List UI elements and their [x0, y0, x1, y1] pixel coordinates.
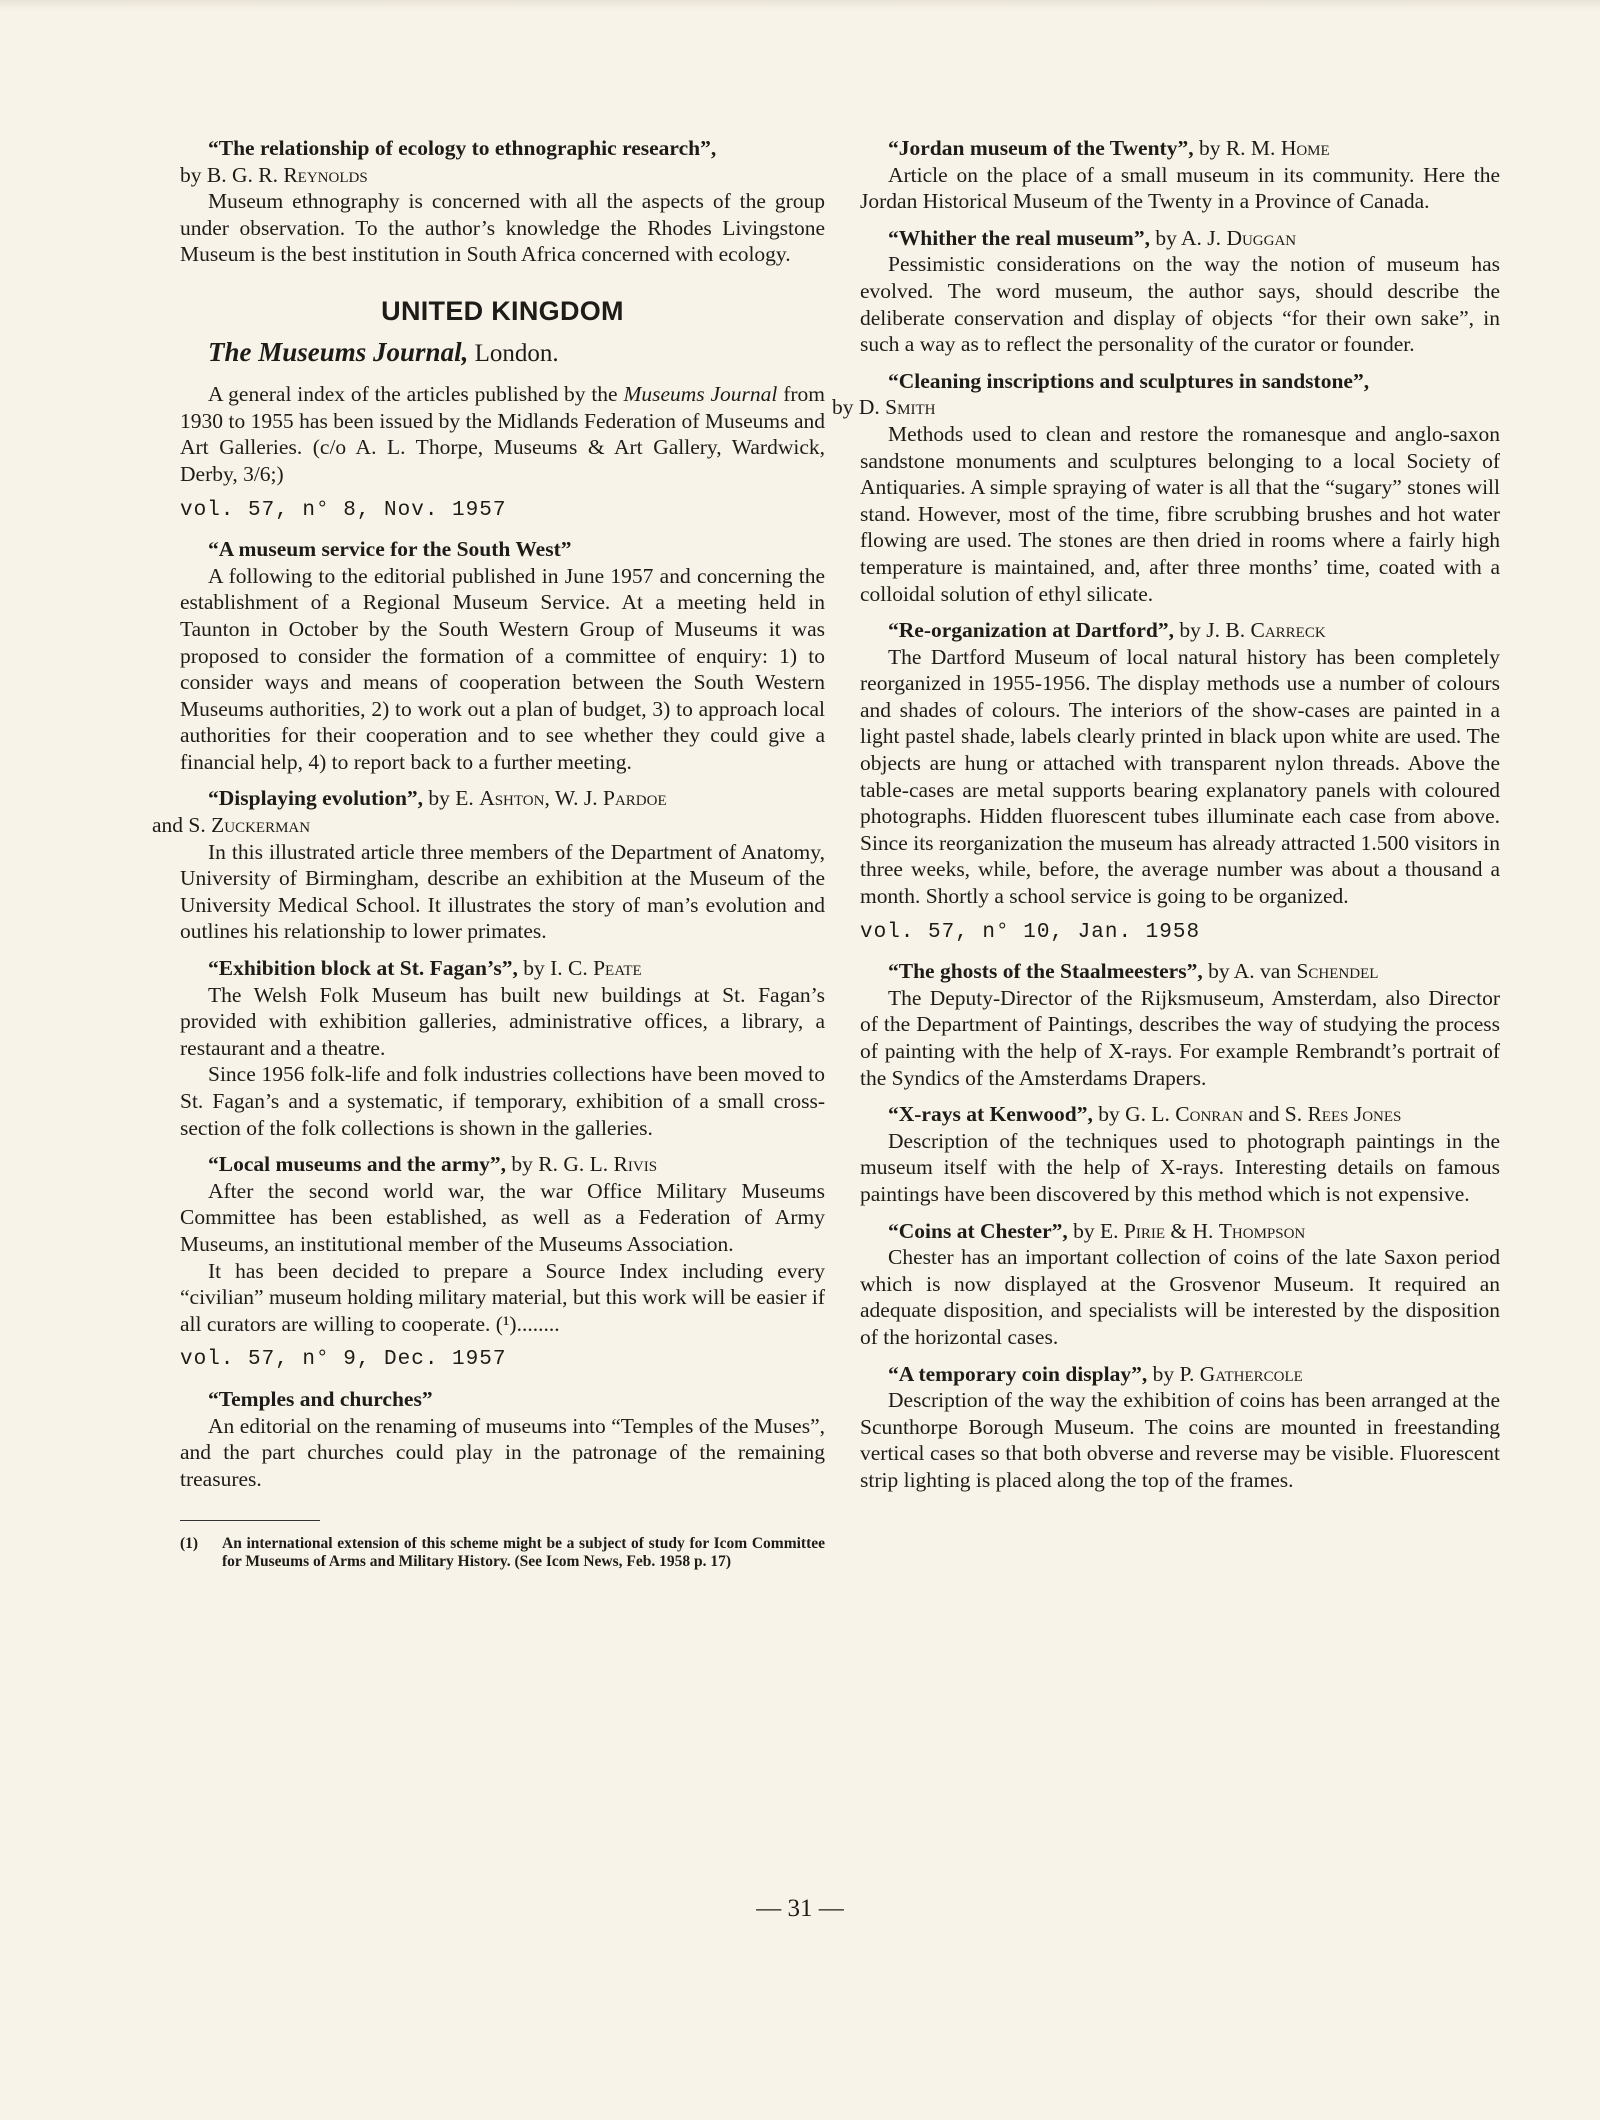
journal-place: London. [468, 339, 559, 367]
article-st-fagans [180, 955, 825, 1141]
article-title: “A temporary coin display”, [888, 1361, 1148, 1386]
byline-text: by R. G. L. [506, 1152, 614, 1177]
author-name: Peate [593, 956, 642, 981]
article-heading [180, 1151, 825, 1178]
article-evolution [152, 785, 825, 945]
article-ghosts [860, 958, 1500, 1091]
article-south-west [180, 536, 825, 775]
byline-text: and S. [152, 813, 212, 838]
article-body: The Dartford Museum of local natural history has been completely reorganized in 1955-1956. The display methods use a number of colours and shades of colours. The interiors of the show-cases are painted in a light pastel shade, labels clearly printed in black upon white are used. The objects are hung or attached with transparent nylon threads. Above the table-cases are metal supports bearing explanatory panels with coloured photographs. Hidden fluorescent tubes illuminate each case from above. Since its reorganization the museum has already attracted 1.500 visitors in three weeks, while, before, the average number was about a thousand a month. Shortly a school service is going to be organized. [860, 644, 1500, 909]
author-name: Rees Jones [1307, 1102, 1402, 1127]
article-ecology [180, 135, 825, 268]
byline-text: by J. B. [1174, 618, 1251, 643]
article-heading [860, 617, 1500, 644]
author-name: Pirie [1123, 1218, 1166, 1243]
article-body: Description of the way the exhibition of coins has been arranged at the Scunthorpe Borough Museum. The coins are mounted in freestanding vertical cases so that both obverse and reverse may be visible. Fluorescent strip lighting is placed along the top of the frames. [860, 1388, 1500, 1492]
article-body: An editorial on the renaming of museums into “Temples of the Muses”, and the part churches could play in the patronage of the remaining treasures. [180, 1413, 825, 1491]
article-title: “Cleaning inscriptions and sculptures in sandstone”, [888, 368, 1370, 393]
article-heading [180, 536, 825, 563]
byline-text: & H. [1165, 1218, 1219, 1243]
article-title: “The relationship of ecology to ethnographic research”, [208, 136, 717, 160]
byline-text: , W. J. [544, 786, 604, 811]
article-heading [152, 785, 825, 838]
left-column [152, 135, 825, 1571]
article-title: “Whither the real museum”, [888, 225, 1150, 250]
page-number: — 31 — [756, 1895, 844, 1922]
index-note [180, 381, 825, 487]
author-name: Ashton [479, 786, 545, 811]
article-body: The Welsh Folk Museum has built new buildings at St. Fagan’s provided with exhibition galleries, administrative offices, a library, a restaurant and a theatre. [180, 982, 825, 1060]
author-name: Zuckerman [211, 813, 311, 838]
article-heading [180, 1386, 825, 1413]
article-heading [860, 958, 1500, 985]
article-heading [860, 225, 1500, 252]
byline-text: by E. [1067, 1218, 1124, 1243]
article-kenwood [860, 1101, 1500, 1207]
article-body: Description of the techniques used to photograph paintings in the museum itself with the help of X-rays. Interesting details on famous paintings have been discovered by this method which is not expensive. [860, 1128, 1500, 1206]
article-title: “Re-organization at Dartford”, [888, 618, 1175, 643]
journal-name: The Museums Journal, [208, 336, 469, 367]
article-body: After the second world war, the war Office Military Museums Committee has been established, as well as a Federation of Army Museums, an institutional member of the Museums Association. [180, 1178, 825, 1256]
article-chester [860, 1218, 1500, 1351]
footnote [180, 1535, 825, 1571]
footnote-mark: (1) [180, 1535, 199, 1553]
article-army [180, 1151, 825, 1337]
article-title: “The ghosts of the Staalmeesters”, [888, 959, 1203, 984]
author-name: Conran [1175, 1102, 1243, 1127]
author-name: Pardoe [603, 786, 667, 811]
byline-text: by R. M. [1193, 136, 1281, 160]
byline-text: by G. L. [1092, 1102, 1176, 1127]
author-name: Gathercole [1199, 1361, 1303, 1386]
footnote-text: An international extension of this scheme might be a subject of study for Icom Committee for Museums of Arms and Military History. (See Icom News, Feb. 1958 p. 17) [222, 1535, 825, 1571]
article-temples [180, 1386, 825, 1492]
author-name: Smith [885, 395, 936, 420]
article-heading [860, 135, 1500, 162]
article-body: The Deputy-Director of the Rijksmuseum, Amsterdam, also Director of the Department of Paintings, describes the way of studying the process of painting with the help of X-rays. For example Rembrandt’s portrait of the Syndics of the Amsterdams Drapers. [860, 985, 1500, 1090]
article-body: Museum ethnography is concerned with all the aspects of the group under observation. To the author’s knowledge the Rhodes Livingstone Museum is the best institution in South Africa concerned with ecology. [180, 189, 825, 267]
index-note-journal: Museums Journal [623, 382, 778, 407]
article-title: “A museum service for the South West” [208, 537, 572, 562]
byline-text: by P. [1147, 1361, 1200, 1386]
right-column [832, 135, 1500, 1504]
article-heading [832, 368, 1500, 421]
byline-text: by E. [423, 786, 480, 811]
author-name: Reynolds [283, 162, 368, 187]
article-body: Methods used to clean and restore the romanesque and anglo-saxon sandstone monuments and sculptures belonging to a local Society of Antiquaries. A simple spraying of water is all that the “sugary” stones will stand. However, most of the time, fibre scrubbing brushes and hot water flowing are used. The stones are then dried in rooms where a fairly high temperature is maintained, and, after three months’ time, coated with a colloidal solution of ethyl silicate. [860, 421, 1500, 606]
article-body-continued: It has been decided to prepare a Source Index including every “civilian” museum holding military material, but this work will be easier if all curators are willing to cooperate. (¹)........ [180, 1258, 825, 1336]
volume-heading: vol. 57, n° 9, Dec. 1957 [180, 1348, 507, 1372]
article-heading [860, 1218, 1500, 1245]
journal-title [208, 336, 825, 368]
article-heading [180, 135, 825, 188]
article-heading [180, 955, 825, 982]
article-coin-display [860, 1361, 1500, 1494]
article-body: Article on the place of a small museum in its community. Here the Jordan Historical Museum of the Twenty in a Province of Canada. [860, 162, 1500, 214]
author-name: Schendel [1296, 959, 1379, 984]
article-dartford [860, 617, 1500, 910]
article-body-continued: Since 1956 folk-life and folk industries collections have been moved to St. Fagan’s and a systematic, if temporary, exhibition of a small cross-section of the folk collections is shown in the galleries. [180, 1062, 825, 1140]
author-name: Thompson [1218, 1218, 1306, 1243]
author-name: Home [1280, 136, 1330, 160]
article-heading [860, 1101, 1500, 1128]
page-top-edge [0, 0, 1600, 10]
article-whither [860, 225, 1500, 358]
article-body: In this illustrated article three members of the Department of Anatomy, University of Birmingham, describe an exhibition at the Museum of the University Medical School. It illustrates the story of man’s evolution and outlines his relationship to lower primates. [180, 839, 825, 944]
article-sandstone [832, 368, 1500, 607]
article-title: “Exhibition block at St. Fagan’s”, [208, 956, 518, 981]
country-heading: UNITED KINGDOM [381, 295, 624, 326]
footnote-divider [180, 1520, 320, 1521]
article-title: “Jordan museum of the Twenty”, [888, 136, 1194, 160]
article-heading [860, 1361, 1500, 1388]
byline-text: by D. [832, 395, 886, 420]
author-name: Rivis [613, 1152, 658, 1177]
article-title: “Temples and churches” [208, 1386, 433, 1411]
article-title: “Displaying evolution”, [208, 786, 424, 811]
article-body: Chester has an important collection of coins of the late Saxon period which is now displayed at the Grosvenor Museum. It required an adequate disposition, and specialists will be interested by the disposition of the horizontal cases. [860, 1245, 1500, 1349]
article-body: A following to the editorial published in June 1957 and concerning the establishment of a Regional Museum Service. At a meeting held in Taunton in October by the South Western Group of Museums it was proposed to consider the formation of a committee of enquiry: 1) to consider ways and means of cooperation between the South Western Museums authorities, 2) to work out a plan of budget, 3) to approach local authorities for their cooperation and to see whether they could give a financial help, 4) to report back to a further meeting. [180, 563, 825, 774]
byline-prefix: by B. G. R. [180, 162, 284, 187]
author-name: Carreck [1250, 618, 1326, 643]
byline-text: by A. J. [1149, 225, 1227, 250]
byline-text: and S. [1242, 1102, 1308, 1127]
article-jordan [860, 135, 1500, 215]
index-note-text: A general index of the articles published by the [208, 382, 624, 407]
volume-heading: vol. 57, n° 8, Nov. 1957 [180, 498, 507, 522]
article-body: Pessimistic considerations on the way the notion of museum has evolved. The word museum, the author says, should describe the deliberate conservation and display of objects “for their own sake”, in such a way as to reflect the personality of the curator or founder. [860, 252, 1500, 357]
author-name: Duggan [1226, 225, 1297, 250]
volume-heading: vol. 57, n° 10, Jan. 1958 [860, 920, 1201, 944]
index-note-text-end: from 1930 to 1955 has been issued by the Midlands Federation of Museums and Art Galleries. (c/o A. L. Thorpe, Museums & Art Gallery, Wardwick, Derby, 3/6;) [180, 382, 825, 486]
byline-text: by A. van [1202, 959, 1297, 984]
article-title: “Local museums and the army”, [208, 1152, 507, 1177]
byline-text: by I. C. [517, 956, 594, 981]
article-title: “X-rays at Kenwood”, [888, 1102, 1093, 1127]
article-title: “Coins at Chester”, [888, 1218, 1068, 1243]
